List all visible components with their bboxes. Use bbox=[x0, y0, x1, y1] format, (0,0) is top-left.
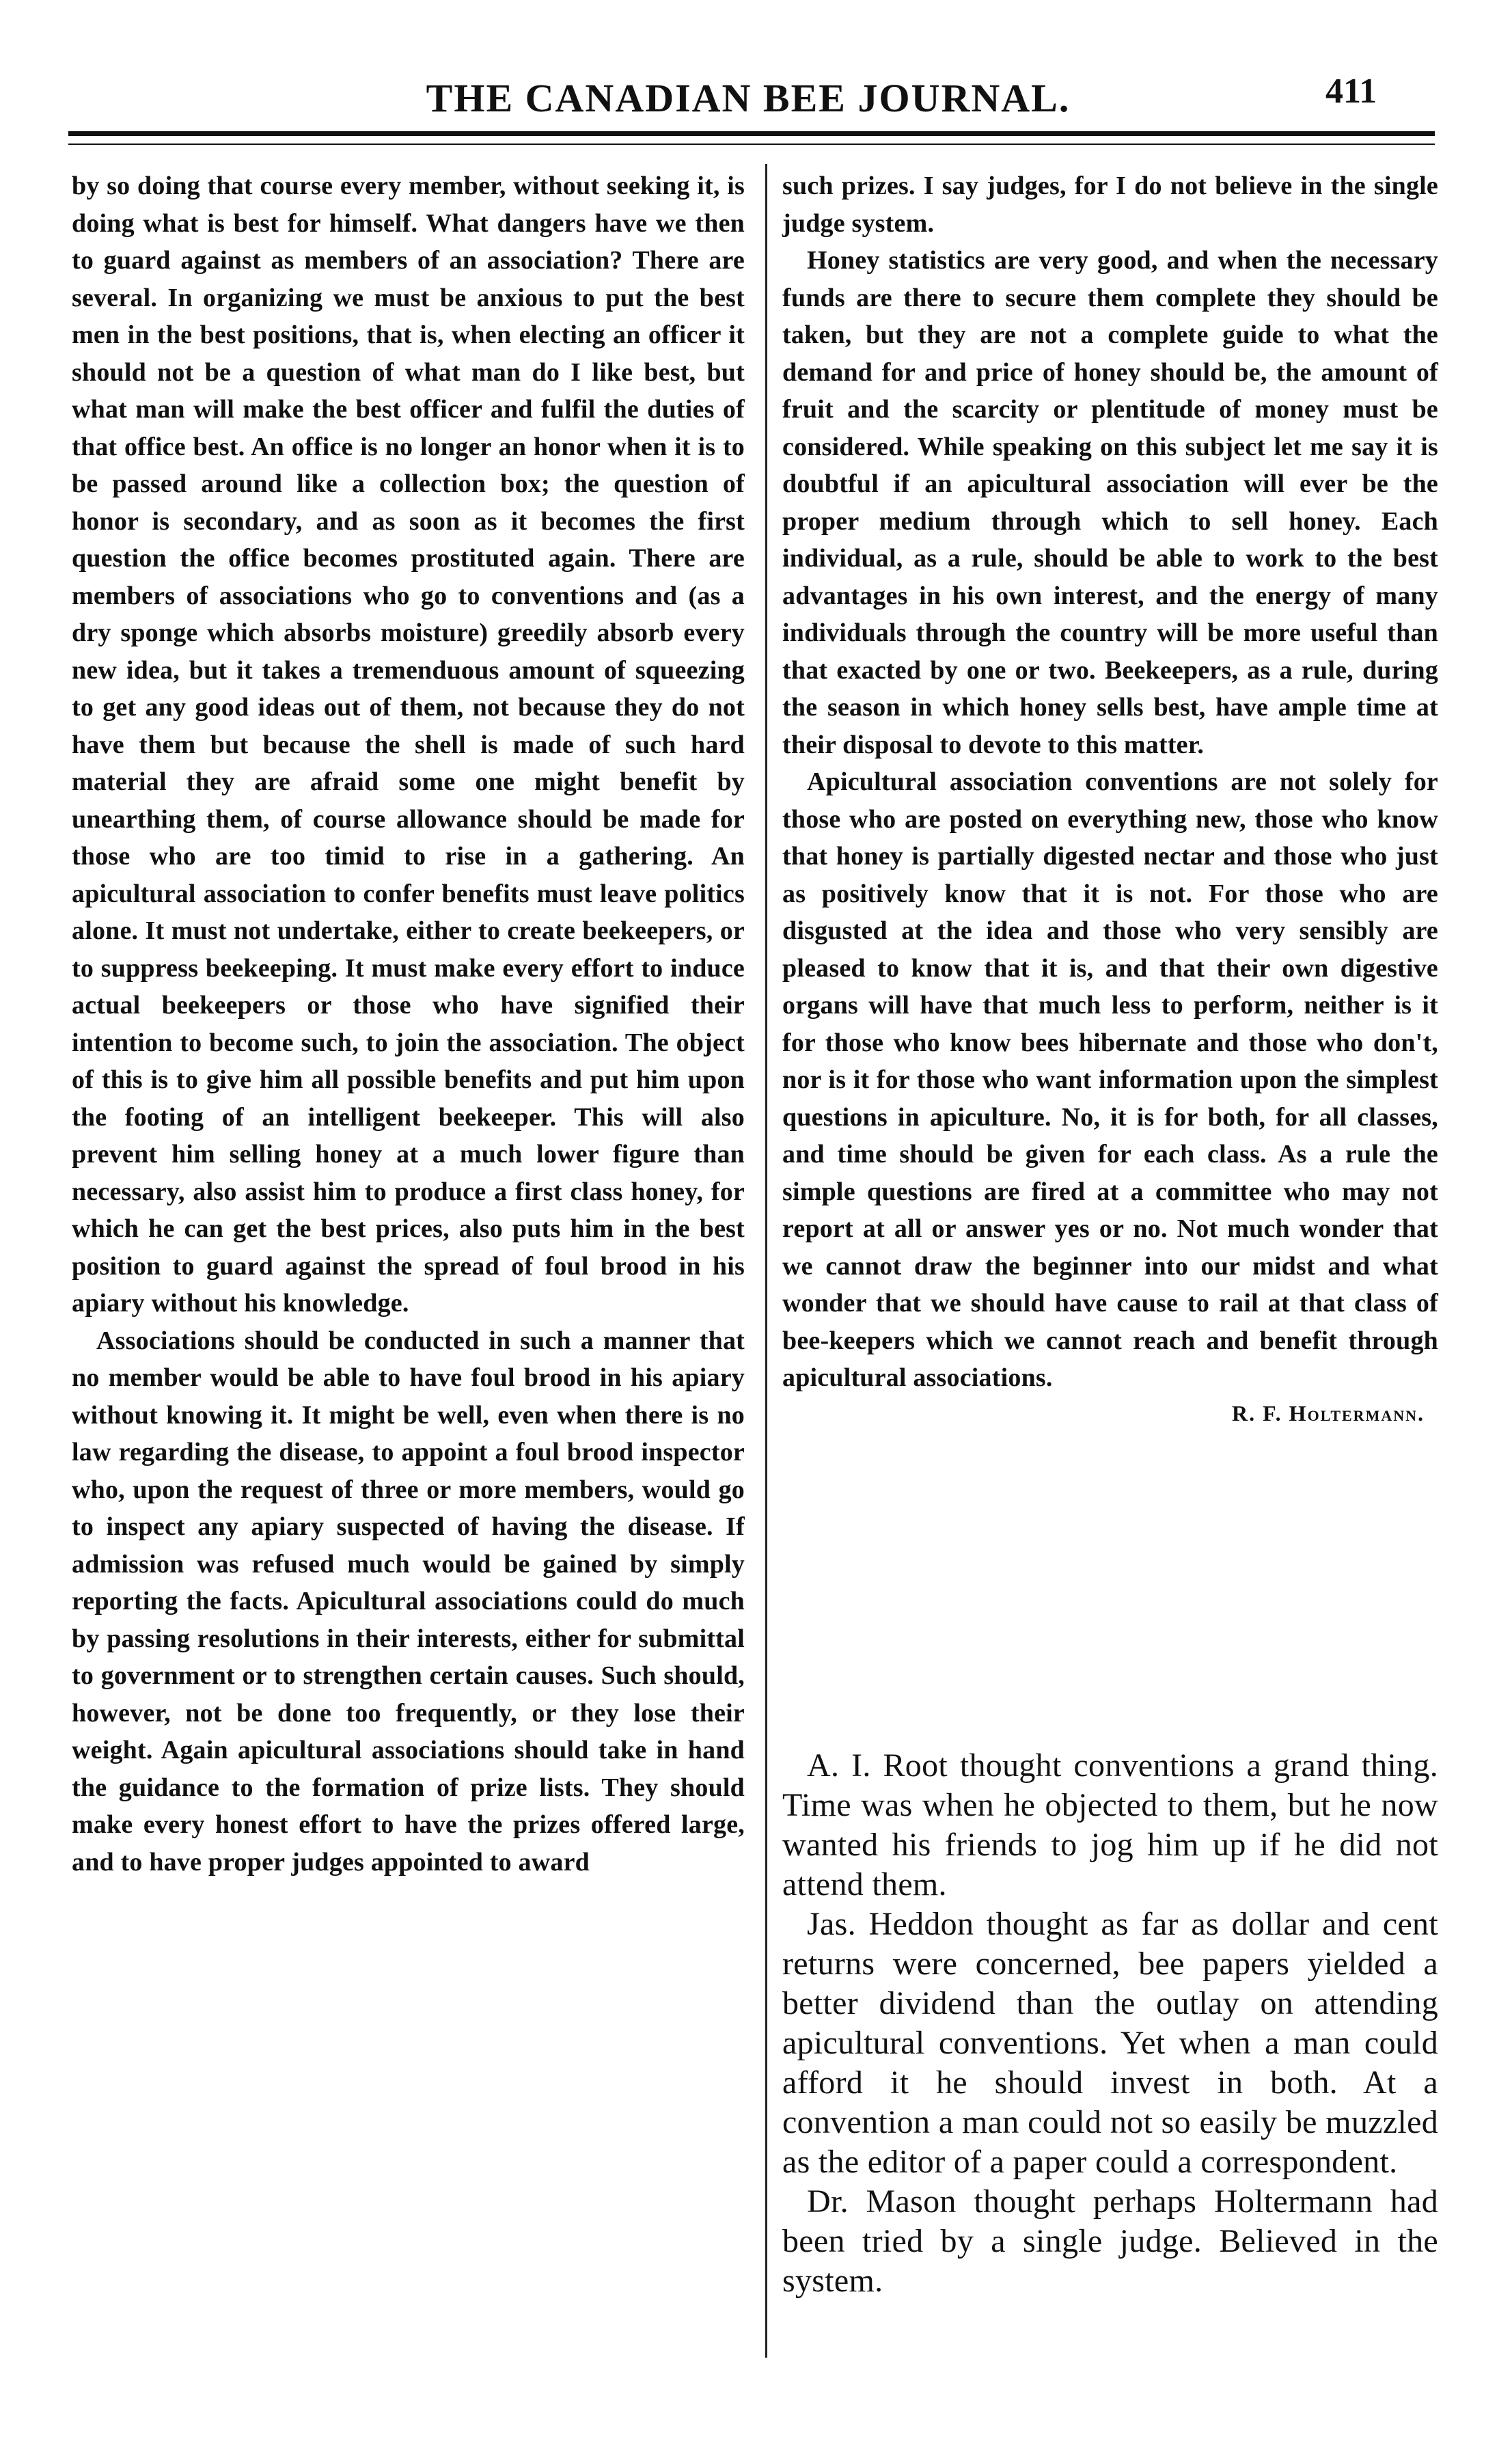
header-rule-thick bbox=[68, 131, 1435, 136]
page-header bbox=[0, 70, 1512, 131]
left-column bbox=[72, 167, 745, 1881]
right-paragraph-2: Honey statistics are very good, and when the necessary funds are there to secure them complete they should be taken, but they are not a complete guide to what the demand for and price of honey should be, the amount of fruit and the scarcity or plentitude of money must be considered. While speaking on this subject let me say it is doubtful if an apicultural association will ever be the proper medium through which to sell honey. Each individual, as a rule, should be able to work to the best advantages in his own interest, and the energy of many individuals through the country will be more useful than that exacted by one or two. Beekeepers, as a rule, during the season in which honey sells best, have ample time at their disposal to devote to this matter. bbox=[782, 246, 1438, 759]
author-signature: R. F. Holtermann. bbox=[1231, 1400, 1425, 1426]
column-divider bbox=[765, 164, 767, 2358]
page-number: 411 bbox=[1325, 72, 1377, 111]
journal-title: THE CANADIAN BEE JOURNAL. bbox=[426, 76, 1071, 120]
remark-root: A. I. Root thought conventions a grand thing. Time was when he objected to them, but he now wanted his friends to jog him up if he did not attend them. bbox=[782, 1747, 1438, 1903]
header-rule-thin bbox=[68, 144, 1435, 145]
right-paragraph-1: such prizes. I say judges, for I do not believe in the single judge system. bbox=[782, 172, 1438, 238]
right-paragraph-3: Apicultural association conventions are not solely for those who are posted on everything new, those who know that honey is partially digested nectar and those who just as positively know that it is not. For those who are disgusted at the idea and those who very sensibly are pleased to know that it is, and that their own digestive organs will have that much less to perform, neither is it for those who know bees hibernate and those who don't, nor is it for those who want information upon the simplest questions in apiculture. No, it is for both, for all classes, and time should be given for each class. As a rule the simple questions are fired at a committee who may not report at all or answer yes or no. Not much wonder that we cannot draw the beginner into our midst and what wonder that we should have cause to rail at that class of bee-keepers which we cannot reach and benefit through apicultural associations. bbox=[782, 767, 1438, 1392]
left-paragraph-1: by so doing that course every member, without seeking it, is doing what is best for himself. What dangers have we then to guard against as members of an association? There are several. In organizing we must be anxious to put the best men in the best positions, that is, when electing an officer it should not be a question of what man do I like best, but what man will make the best officer and fulfil the duties of that office best. An office is no longer an honor when it is to be passed around like a collection box; the question of honor is secondary, and as soon as it becomes the first question the office becomes prostituted again. There are members of associations who go to conventions and (as a dry sponge which absorbs moisture) greedily absorb every new idea, but it takes a tremenduous amount of squeezing to get any good ideas out of them, not because they do not have them but because the shell is made of such hard material they are afraid some one might benefit by unearthing them, of course allowance should be made for those who are too timid to rise in a gathering. An apicultural association to confer benefits must leave politics alone. It must not undertake, either to create beekeepers, or to suppress beekeeping. It must make every effort to induce actual beekeepers or those who have signified their intention to become such, to join the association. The object of this is to give him all possible benefits and put him upon the footing of an intelligent beekeeper. This will also prevent him selling honey at a much lower figure than necessary, also assist him to produce a first class honey, for which he can get the best prices, also puts him in the best position to guard against the spread of foul brood in his apiary without his knowledge. bbox=[72, 172, 745, 1318]
convention-remarks bbox=[782, 1746, 1438, 2301]
remark-mason: Dr. Mason thought perhaps Holtermann had been tried by a single judge. Believed in the system. bbox=[782, 2183, 1438, 2299]
right-column bbox=[782, 167, 1438, 1426]
remark-heddon: Jas. Heddon thought as far as dollar and cent returns were concerned, bee papers yielded a better dividend than the outlay on attending apicultural conventions. Yet when a man could afford it he should invest in both. At a convention a man could not so easily be muzzled as the editor of a paper could a correspondent. bbox=[782, 1906, 1438, 2180]
left-paragraph-2: Associations should be conducted in such a manner that no member would be able to have foul brood in his apiary without knowing it. It might be well, even when there is no law regarding the disease, to appoint a foul brood inspector who, upon the request of three or more members, would go to inspect any apiary suspected of having the disease. If admission was refused much would be gained by simply reporting the facts. Apicultural associations could do much by passing resolutions in their interests, either for submittal to government or to strengthen certain causes. Such should, however, not be done too frequently, or they lose their weight. Again apicultural associations should take in hand the guidance to the formation of prize lists. They should make every honest effort to have the prizes offered large, and to have proper judges appointed to award bbox=[72, 1326, 745, 1877]
